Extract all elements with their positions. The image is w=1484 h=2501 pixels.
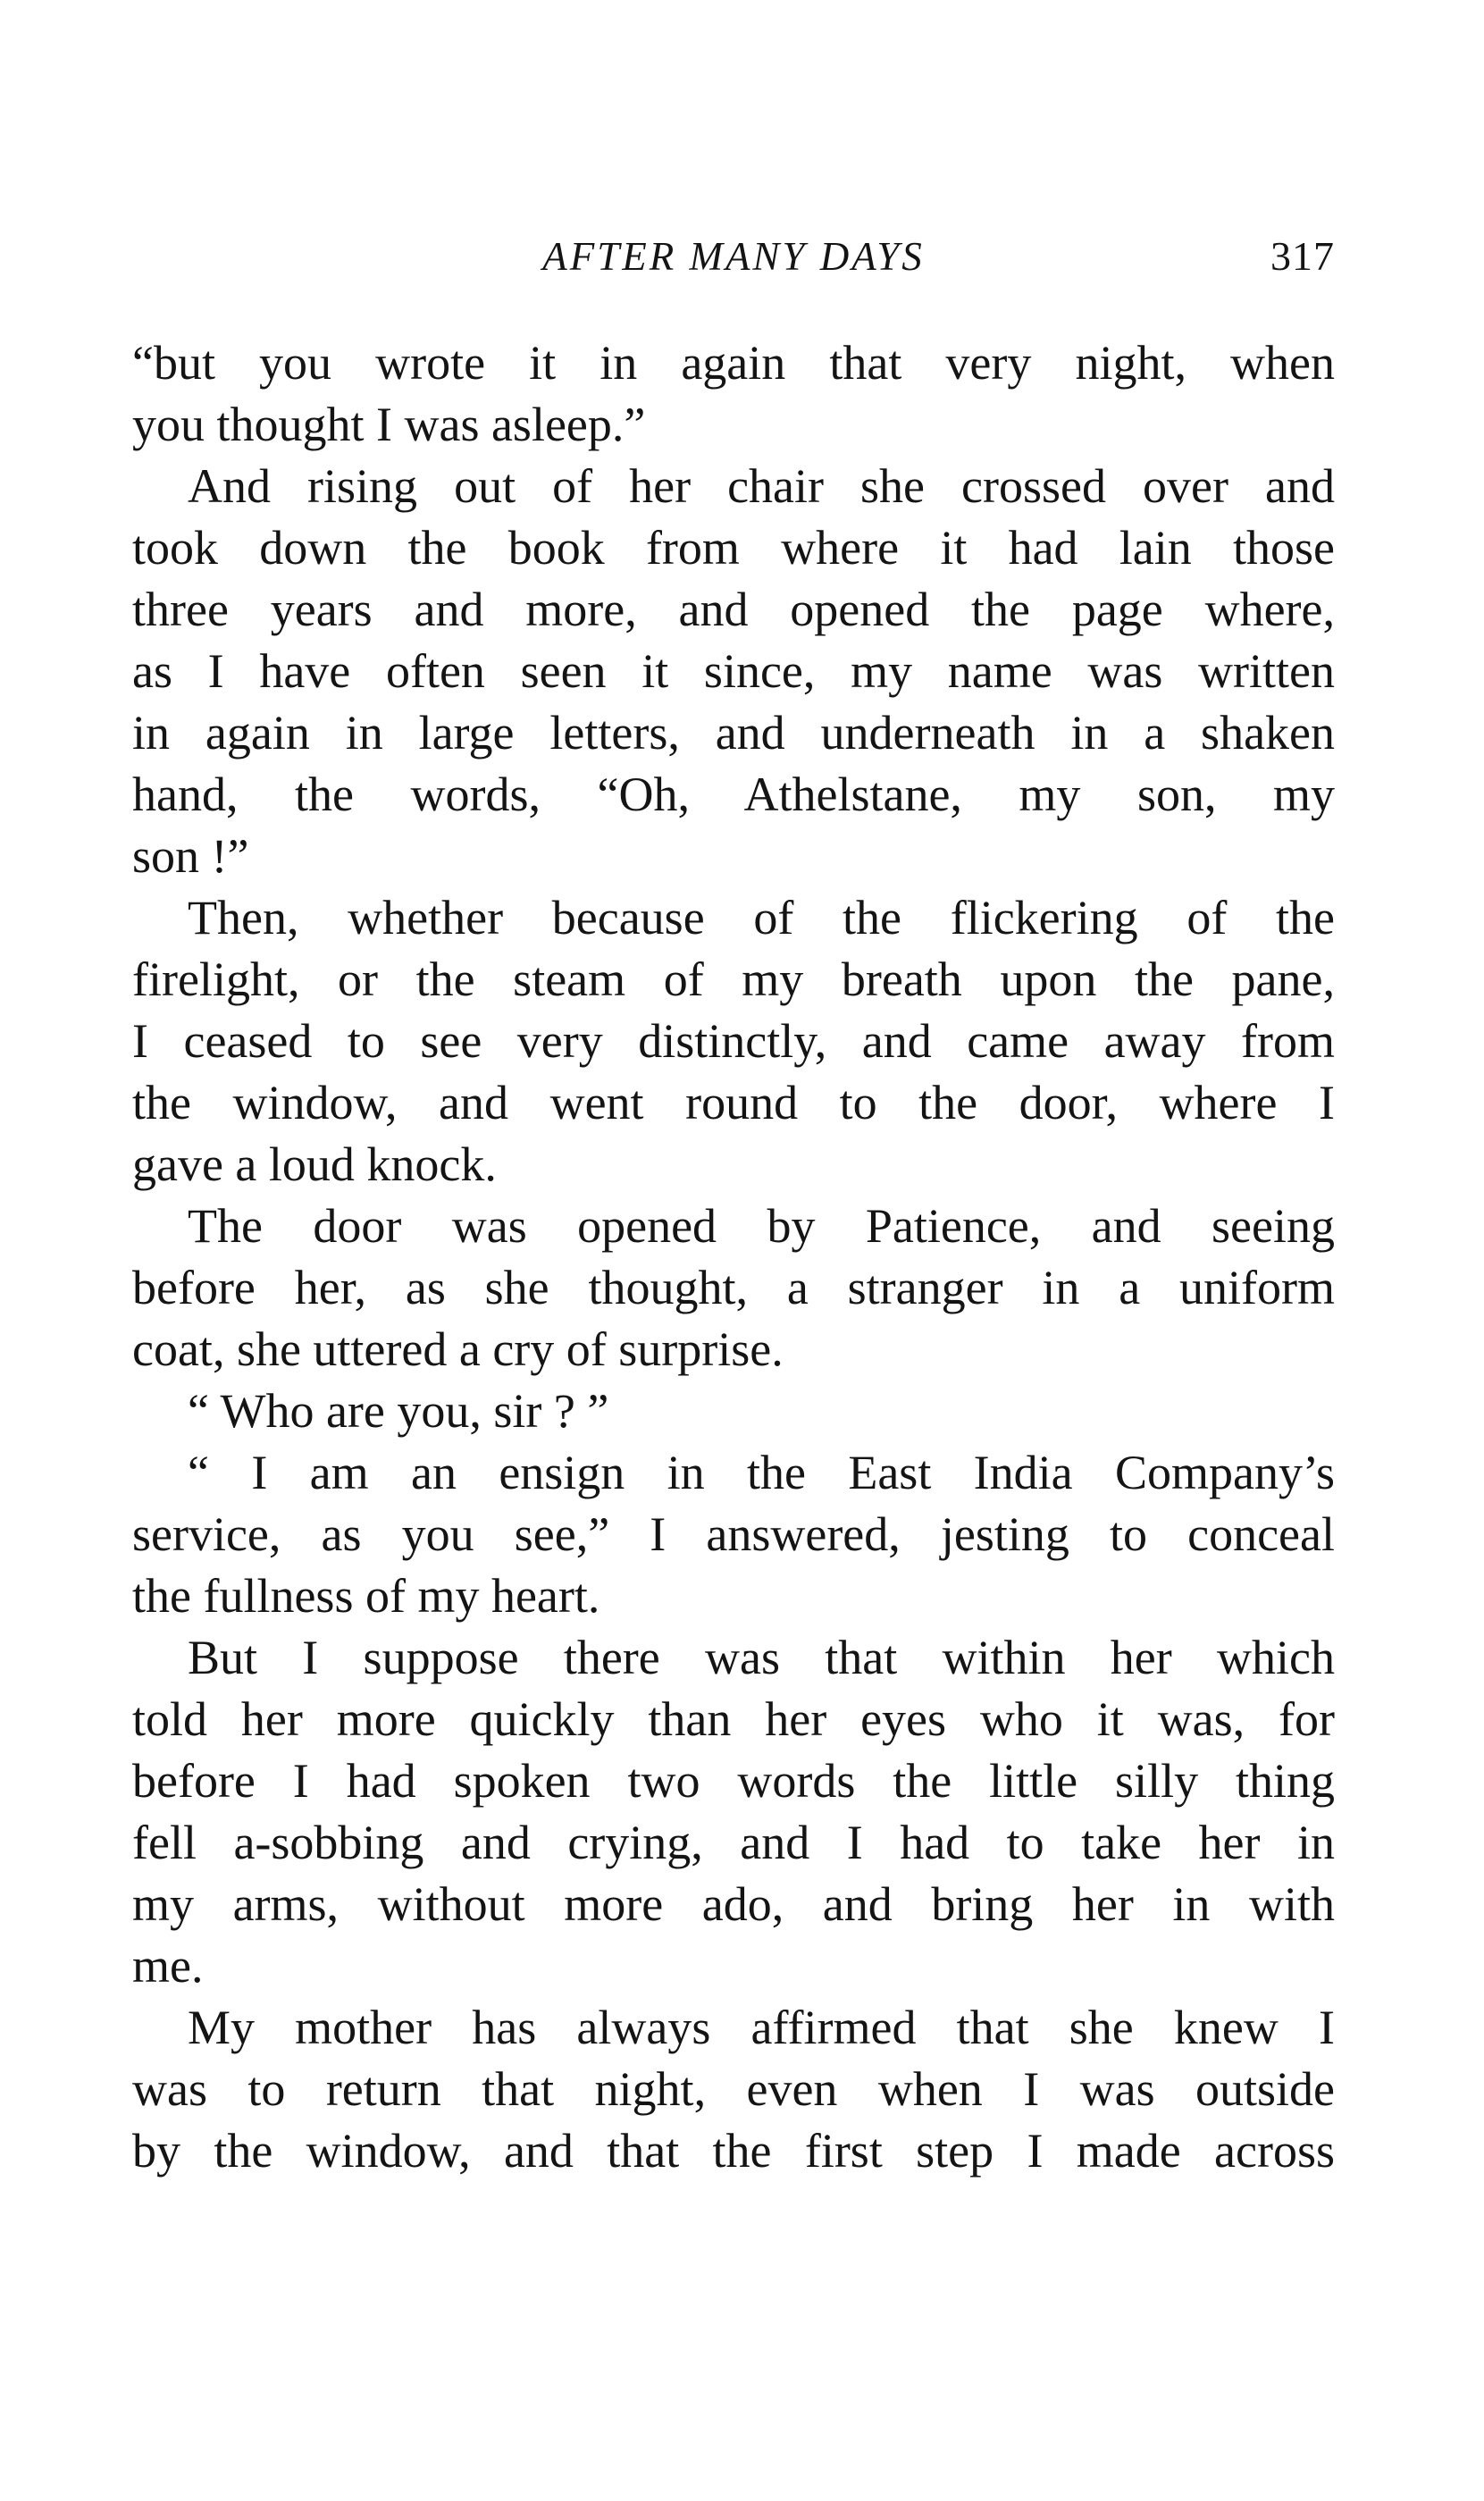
text-line: me.	[132, 1939, 204, 1993]
text-line: hand, the words, “Oh, Athelstane, my son, my	[132, 768, 1335, 821]
text-line: But I suppose there was that within her which	[188, 1631, 1335, 1684]
text-line: My mother has always affirmed that she knew I	[188, 2001, 1335, 2054]
text-line: took down the book from where it had lain those	[132, 521, 1335, 575]
text-line: And rising out of her chair she crossed over and	[188, 459, 1335, 513]
text-line: son !”	[132, 829, 249, 883]
text-line: The door was opened by Patience, and seeing	[188, 1199, 1335, 1253]
text-line: before I had spoken two words the little silly thing	[132, 1754, 1335, 1808]
text-line: coat, she uttered a cry of surprise.	[132, 1322, 784, 1376]
text-line: before her, as she thought, a stranger in a uniform	[132, 1261, 1335, 1314]
text-line: by the window, and that the first step I made across	[132, 2124, 1335, 2178]
text-line: as I have often seen it since, my name was written	[132, 644, 1335, 698]
text-line: “but you wrote it in again that very night, when	[132, 336, 1335, 390]
text-line: the window, and went round to the door, where I	[132, 1076, 1335, 1129]
running-title: AFTER MANY DAYS	[542, 234, 925, 279]
text-line: “ Who are you, sir ? ”	[188, 1384, 609, 1438]
text-line: service, as you see,” I answered, jesting to conceal	[132, 1507, 1335, 1561]
text-line: in again in large letters, and underneath in a shaken	[132, 706, 1335, 760]
page-number: 317	[1270, 233, 1335, 279]
text-line: I ceased to see very distinctly, and came away from	[132, 1014, 1335, 1068]
text-line: Then, whether because of the flickering of the	[188, 891, 1335, 944]
text-line: was to return that night, even when I was outside	[132, 2062, 1335, 2116]
text-line: “ I am an ensign in the East India Company’s	[188, 1446, 1335, 1499]
text-line: my arms, without more ado, and bring her in with	[132, 1877, 1335, 1931]
text-line: gave a loud knock.	[132, 1137, 497, 1191]
text-line: firelight, or the steam of my breath upon the pane,	[132, 953, 1335, 1006]
text-line: you thought I was asleep.”	[132, 398, 646, 451]
running-head	[132, 225, 1335, 288]
text-line: three years and more, and opened the page where,	[132, 583, 1335, 636]
body-text	[132, 332, 1335, 2182]
text-line: fell a-sobbing and crying, and I had to take her in	[132, 1816, 1335, 1869]
text-line: the fullness of my heart.	[132, 1569, 600, 1623]
text-line: told her more quickly than her eyes who it was, for	[132, 1692, 1335, 1746]
